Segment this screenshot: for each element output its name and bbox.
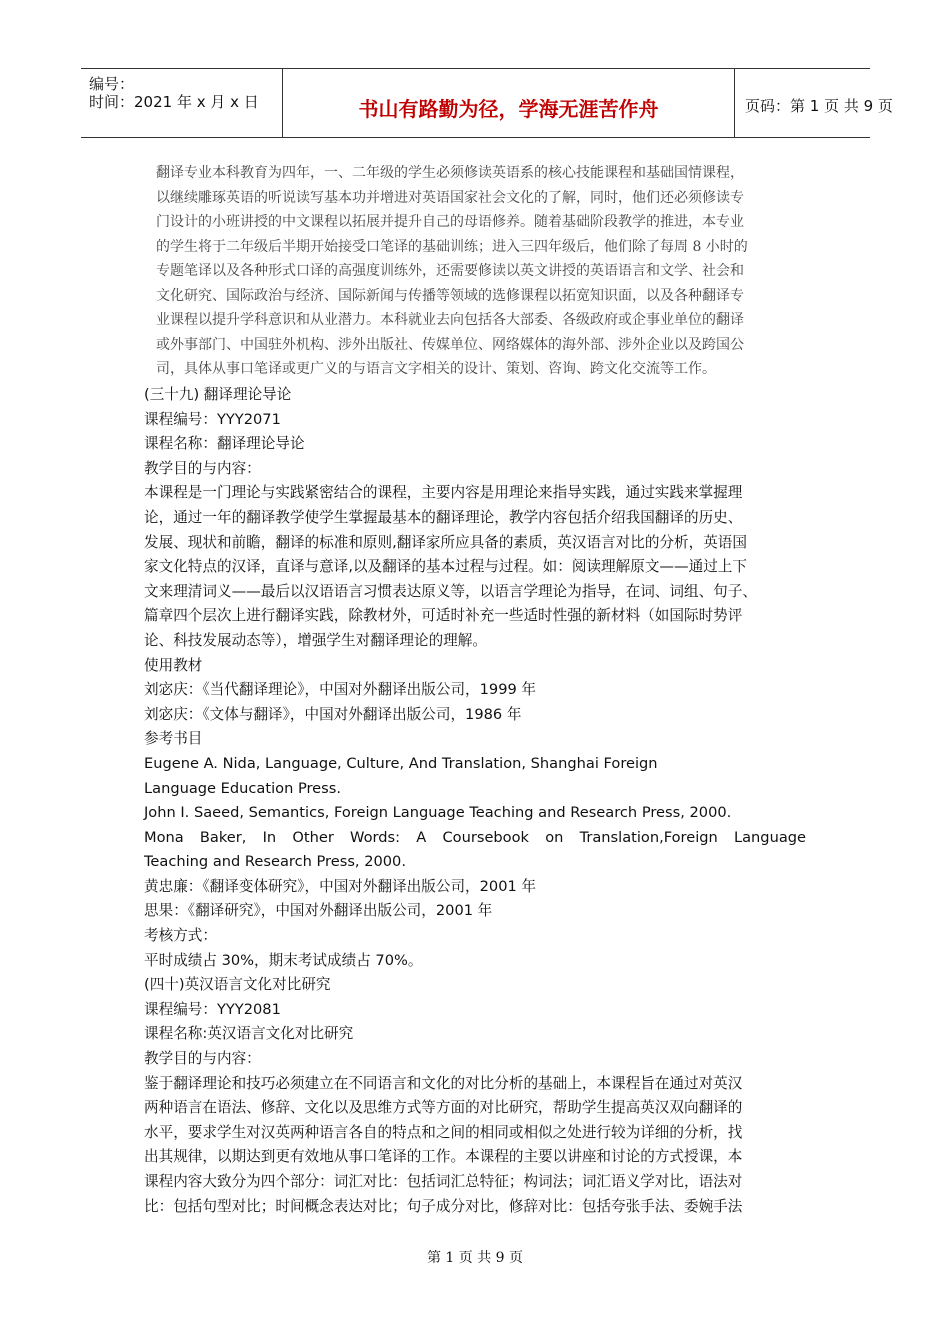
header-left-cell: [81, 69, 282, 137]
references-heading: 参考书目: [144, 730, 203, 748]
header-right-cell: [735, 69, 893, 137]
textbook-item: 刘宓庆：《当代翻译理论》，中国对外翻译出版公司，1999 年: [144, 681, 537, 699]
reference-item: John I. Saeed, Semantics, Foreign Language Teaching and Research Press, 2000.: [144, 804, 732, 822]
intro-line: 门设计的小班讲授的中文课程以拓展并提升自己的母语修养。随着基础阶段教学的推进，本专业: [156, 214, 744, 230]
objectives-heading: 教学目的与内容：: [144, 1050, 261, 1068]
intro-line: 翻译专业本科教育为四年，一、二年级的学生必须修读英语系的核心技能课程和基础国情课程，: [156, 165, 744, 181]
assessment-heading: 考核方式：: [144, 927, 217, 945]
body-line: 水平，要求学生对汉英两种语言各自的特点和之间的相同或相似之处进行较为详细的分析，找: [144, 1123, 743, 1141]
page-number-label: 页码：第 1 页 共 9 页: [745, 97, 893, 115]
intro-line: 业课程以提升学科意识和从业潜力。本科就业去向包括各大部委、各级政府或企事业单位的翻译: [156, 312, 744, 328]
body-line: 本课程是一门理论与实践紧密结合的课程，主要内容是用理论来指导实践，通过实践来掌握理: [144, 484, 743, 502]
course-name: 课程名称：翻译理论导论: [144, 435, 305, 453]
intro-paragraph: [156, 161, 806, 382]
body-line: 文来理清词义——最后以汉语语言习惯表达原义等，以语言学理论为指导，在词、词组、句子、: [144, 582, 757, 600]
course-code: 课程编号：YYY2071: [144, 410, 281, 428]
body-line: 家文化特点的汉译，直译与意译,以及翻译的基本过程与过程。如：阅读理解原文——通过上下: [144, 558, 747, 576]
intro-line: 司，具体从事口笔译或更广义的与语言文字相关的设计、策划、咨询、跨文化交流等工作。: [156, 361, 716, 377]
body-line: 发展、现状和前瞻，翻译的标准和原则,翻译家所应具备的素质，英汉语言对比的分析，英语国: [144, 533, 747, 551]
number-label: 编号：: [89, 75, 135, 93]
time-label: 时间：2021 年 x 月 x 日: [89, 93, 259, 111]
intro-line: 或外事部门、中国驻外机构、涉外出版社、传媒单位、网络媒体的海外部、涉外企业以及跨国公: [156, 336, 744, 353]
body-line: 比：包括句型对比；时间概念表达对比；句子成分对比，修辞对比：包括夸张手法、委婉手法: [144, 1197, 743, 1215]
document-body: [144, 383, 806, 1219]
course-39-heading: (三十九) 翻译理论导论: [144, 386, 292, 403]
reference-item: Language Education Press.: [144, 779, 342, 797]
intro-line: 的学生将于二年级后半期开始接受口笔译的基础训练；进入三四年级后，他们除了每周 8 小时的: [156, 238, 748, 255]
reference-item: 思果：《翻译研究》，中国对外翻译出版公司，2001 年: [144, 902, 493, 920]
header-center-cell: [282, 69, 735, 137]
intro-line: 专题笔译以及各种形式口译的高强度训练外，还需要修读以英文讲授的英语语言和文学、社会和: [156, 263, 744, 279]
header-table: [81, 68, 893, 138]
body-line: 鉴于翻译理论和技巧必须建立在不同语言和文化的对比分析的基础上，本课程旨在通过对英汉: [144, 1074, 743, 1092]
course-code: 课程编号：YYY2081: [144, 1000, 281, 1018]
page-footer: 第 1 页 共 9 页: [426, 1250, 524, 1266]
body-line: 出其规律，以期达到更有效地从事口笔译的工作。本课程的主要以讲座和讨论的方式授课，本: [144, 1148, 743, 1166]
body-line: 论，通过一年的翻译教学使学生掌握最基本的翻译理论，教学内容包括介绍我国翻译的历史、: [144, 508, 743, 526]
motto-text: 书山有路勤为径，学海无涯苦作舟: [358, 97, 659, 121]
intro-line: 以继续雕琢英语的听说读写基本功并增进对英语国家社会文化的了解，同时，他们还必须修读专: [156, 189, 744, 206]
body-line: 课程内容大致分为四个部分：词汇对比：包括词汇总特征；构词法；词汇语义学对比，语法对: [144, 1173, 743, 1190]
body-line: 篇章四个层次上进行翻译实践，除教材外，可适时补充一些适时性强的新材料（如国际时势评: [144, 607, 743, 625]
body-line: 两种语言在语法、修辞、文化以及思维方式等方面的对比研究，帮助学生提高英汉双向翻译的: [144, 1099, 743, 1117]
reference-item: Mona Baker, In Other Words: A Coursebook on Translation,Foreign Language: [144, 828, 806, 846]
textbooks-heading: 使用教材: [144, 656, 203, 674]
textbook-item: 刘宓庆：《文体与翻译》，中国对外翻译出版公司，1986 年: [144, 705, 522, 723]
reference-item: Teaching and Research Press, 2000.: [144, 853, 406, 871]
assessment-text: 平时成绩占 30%，期末考试成绩占 70%。: [144, 951, 423, 969]
objectives-heading: 教学目的与内容：: [144, 459, 261, 477]
reference-item: Eugene A. Nida, Language, Culture, And Translation, Shanghai Foreign: [144, 754, 658, 772]
intro-line: 文化研究、国际政治与经济、国际新闻与传播等领域的选修课程以拓宽知识面，以及各种翻译专: [156, 287, 744, 304]
course-40-heading: (四十)英汉语言文化对比研究: [144, 976, 331, 994]
reference-item: 黄忠廉：《翻译变体研究》，中国对外翻译出版公司，2001 年: [144, 877, 537, 895]
course-name: 课程名称:英汉语言文化对比研究: [144, 1025, 354, 1043]
body-line: 论、科技发展动态等），增强学生对翻译理论的理解。: [144, 631, 487, 649]
